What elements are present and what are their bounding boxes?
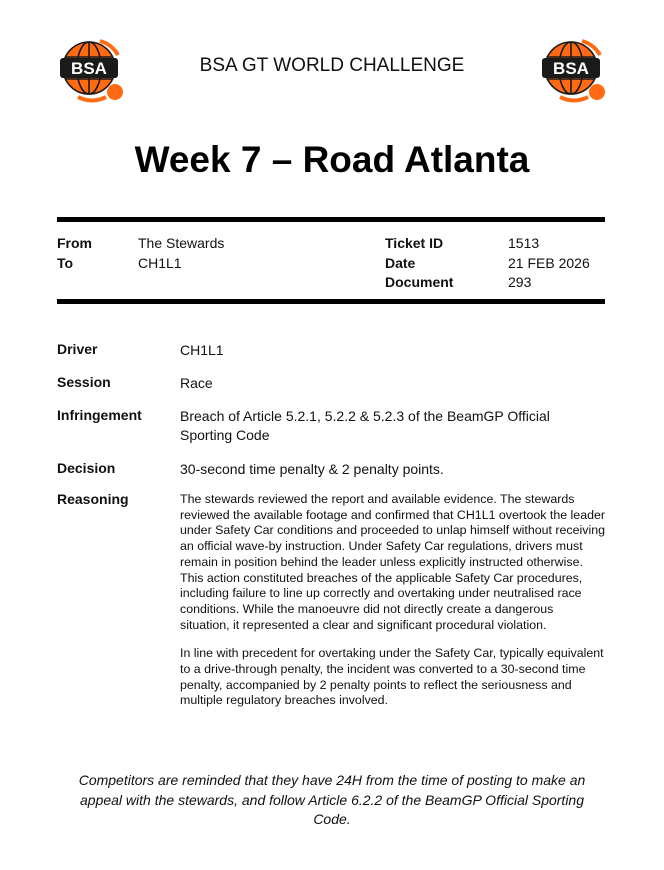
decision-label: Decision — [57, 460, 116, 476]
to-value: CH1L1 — [138, 255, 182, 271]
globe-icon — [538, 37, 606, 103]
document-value: 293 — [508, 274, 532, 290]
divider-top — [57, 217, 605, 222]
logo-text: BSA — [553, 59, 589, 78]
decision-value: 30-second time penalty & 2 penalty points. — [180, 461, 444, 477]
document-label: Document — [385, 274, 454, 290]
infringement-value: Breach of Article 5.2.1, 5.2.2 & 5.2.3 of the BeamGP Official Sporting Code — [180, 408, 550, 443]
appeal-notice: Competitors are reminded that they have 24H from the time of posting to make an appeal with the stewards, and follow Article 6.2.2 of the BeamGP Official Sporting Code. — [78, 772, 586, 827]
ticket-id-value: 1513 — [508, 235, 540, 251]
to-label: To — [57, 255, 74, 271]
reasoning-paragraph: In line with precedent for overtaking under the Safety Car, typically equivalent to a drive-through penalty, the incident was converted to a 30-second time penalty, accompanied by 2 penalty points to reflect the seriousness and multiple regulatory breaches involved. — [180, 646, 604, 708]
logo-text: BSA — [71, 59, 107, 78]
driver-label: Driver — [57, 341, 98, 357]
date-value: 21 FEB 2026 — [508, 255, 590, 271]
bsa-logo-right — [538, 37, 606, 103]
from-value: The Stewards — [138, 235, 225, 251]
reasoning-label: Reasoning — [57, 491, 129, 507]
page-title: Week 7 – Road Atlanta — [134, 139, 530, 180]
divider-bottom — [57, 299, 605, 304]
reasoning-paragraph: The stewards reviewed the report and available evidence. The stewards reviewed the available footage and confirmed that CH1L1 overtook the leader under Safety Car conditions and proceeded to unlap himself without receiving an official wave-by instruction. Under Safety Car regulations, drivers must remain in position behind the leader unless explicitly instructed otherwise. This action constituted breaches of the applicable Safety Car procedures, including failure to line up correctly and overtaking under neutralised race conditions. While the manoeuvre did not directly create a dangerous situation, it represented a clear and significant procedural violation. — [180, 492, 605, 632]
infringement-label: Infringement — [57, 407, 142, 423]
from-label: From — [57, 235, 92, 251]
session-value: Race — [180, 375, 213, 391]
header-title: BSA GT WORLD CHALLENGE — [199, 55, 465, 76]
session-label: Session — [57, 374, 111, 390]
reasoning-text — [180, 492, 606, 722]
date-label: Date — [385, 255, 416, 271]
ticket-id-label: Ticket ID — [385, 235, 444, 251]
driver-value: CH1L1 — [180, 342, 224, 358]
